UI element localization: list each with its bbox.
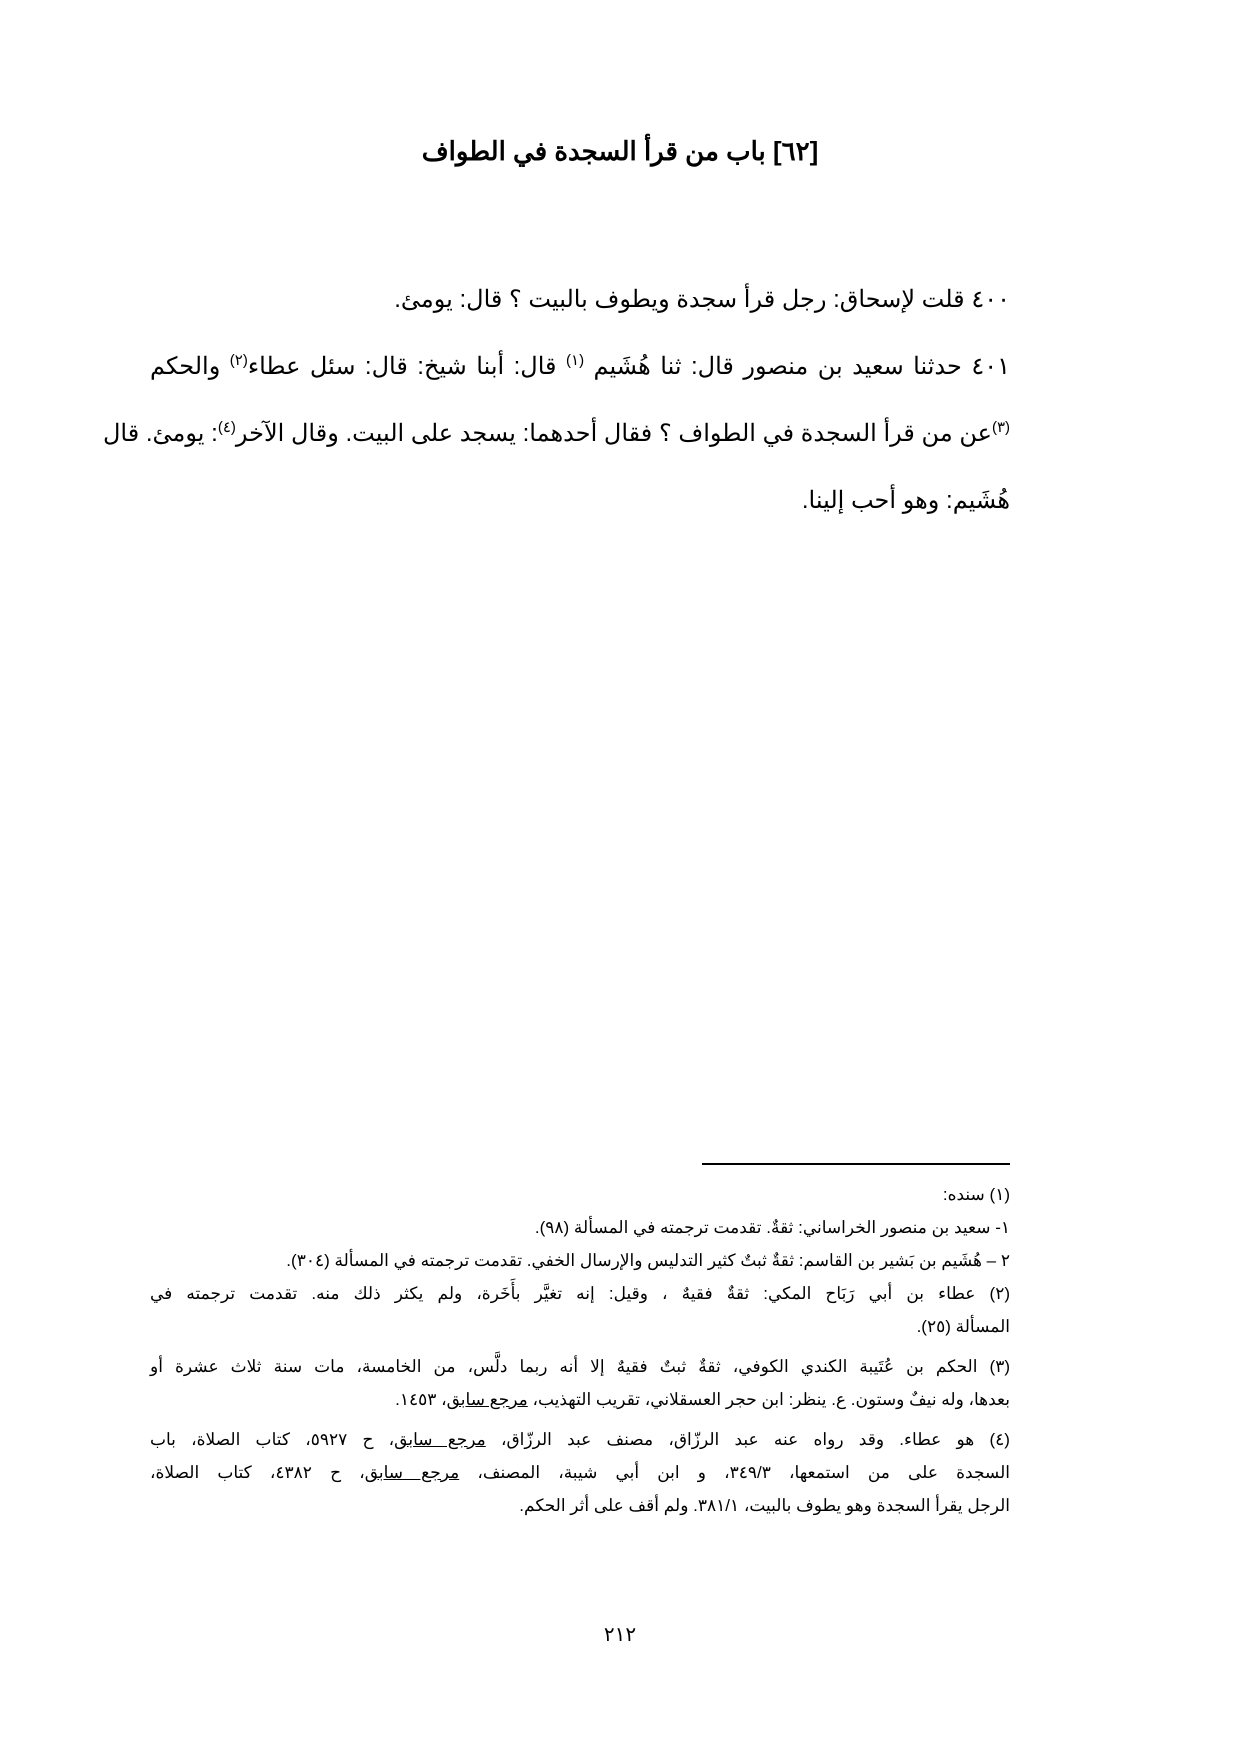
reference-link[interactable]: مرجع سابق [394,1430,486,1449]
paragraph-401-text-b: قال: أبنا شيخ: قال: سئل عطاء [247,353,567,380]
paragraph-401-text-c: والحكم [150,353,230,380]
footnote-4-text-a: (٤) هو عطاء. وقد رواه عنه عبد الرزّاق، مصنف عبد الرزّاق، [485,1430,1010,1449]
footnote-1-item-2: ٢ – هُشَيم بن بَشير بن القاسم: ثقةٌ ثبتٌ كثير التدليس والإرسال الخفي. تقدمت ترجمته في المسألة (٣٠٤). [286,1251,1010,1270]
footnote-3-line-2 [150,1383,1010,1416]
footnote-4-line-3: الرجل يقرأ السجدة وهو يطوف بالبيت، ٣٨١/١. ولم أقف على أثر الحكم. [519,1496,1010,1515]
footnote-4-line-2 [150,1456,1010,1489]
page-number: ٢١٢ [603,1624,637,1646]
footnote-3-tail: ، ١٤٥٣. [395,1390,447,1409]
footnote-marker-3[interactable]: (٣) [991,419,1010,436]
paragraph-401-text-f: هُشَيم: وهو أحب إلينا. [801,487,1010,514]
footnote-1-item-1: ١- سعيد بن منصور الخراساني: ثقةٌ. تقدمت ترجمته في المسألة (٩٨). [534,1218,1010,1237]
footnote-4-text-b: ، ح ٥٩٢٧، كتاب الصلاة، باب [150,1430,395,1449]
reference-link[interactable]: مرجع سابق [364,1463,460,1482]
paragraph-401-line-3 [150,483,1010,550]
paragraph-401-text-d: عن من قرأ السجدة في الطواف ؟ فقال أحدهما: يسجد على البيت. وقال الآخر [235,420,992,447]
footnote-4-text-d: ، ح ٤٣٨٢، كتاب الصلاة، [150,1463,365,1482]
footnotes [150,1178,1010,1522]
footnote-2-line-1: (٢) عطاء بن أبي رَبَاح المكي: ثقةٌ فقيهٌ ، وقيل: إنه تغيَّر بأَخَرة، ولم يكثر ذلك منه. تقدمت ترجمته في [150,1284,1010,1303]
footnote-marker-4[interactable]: (٤) [217,419,236,436]
paragraph-400-text: ٤٠٠ قلت لإسحاق: رجل قرأ سجدة ويطوف بالبيت ؟ قال: يومئ. [394,286,1010,313]
footnote-separator [702,1163,1010,1165]
paragraph-401-text-a: ٤٠١ حدثنا سعيد بن منصور قال: ثنا هُشَيم [584,353,1010,380]
footnote-1-heading: (١) سنده: [942,1185,1010,1204]
footnote-marker-2[interactable]: (٢) [229,352,248,369]
paragraph-401-line-2 [102,416,1010,483]
reference-link[interactable]: مرجع سابق [446,1390,528,1409]
footnote-4-text-c: السجدة على من استمعها، ٣٤٩/٣، و ابن أبي شيبة، المصنف، [459,1463,1010,1482]
footnote-3-line-1: (٣) الحكم بن عُتَيبة الكندي الكوفي، ثقةٌ ثبتٌ فقيهٌ إلا أنه ربما دلَّس، من الخامسة، مات سنة ثلاث عشرة أو [150,1357,1010,1376]
paragraph-400 [150,282,1010,349]
chapter-title: [٦٢] باب من قرأ السجدة في الطواف [421,136,819,166]
footnote-2-line-2: المسألة (٢٥). [916,1317,1010,1336]
footnote-4-line-1 [150,1423,1010,1456]
paragraph-401-line-1 [150,349,1010,416]
main-text [102,282,1010,550]
paragraph-401-text-e: : يومئ. قال [102,420,218,447]
footnote-3-text: بعدها، وله نيفٌ وستون. ع. ينظر: ابن حجر العسقلاني، تقريب التهذيب، [527,1390,1010,1409]
footnote-marker-1[interactable]: (١) [566,352,585,369]
